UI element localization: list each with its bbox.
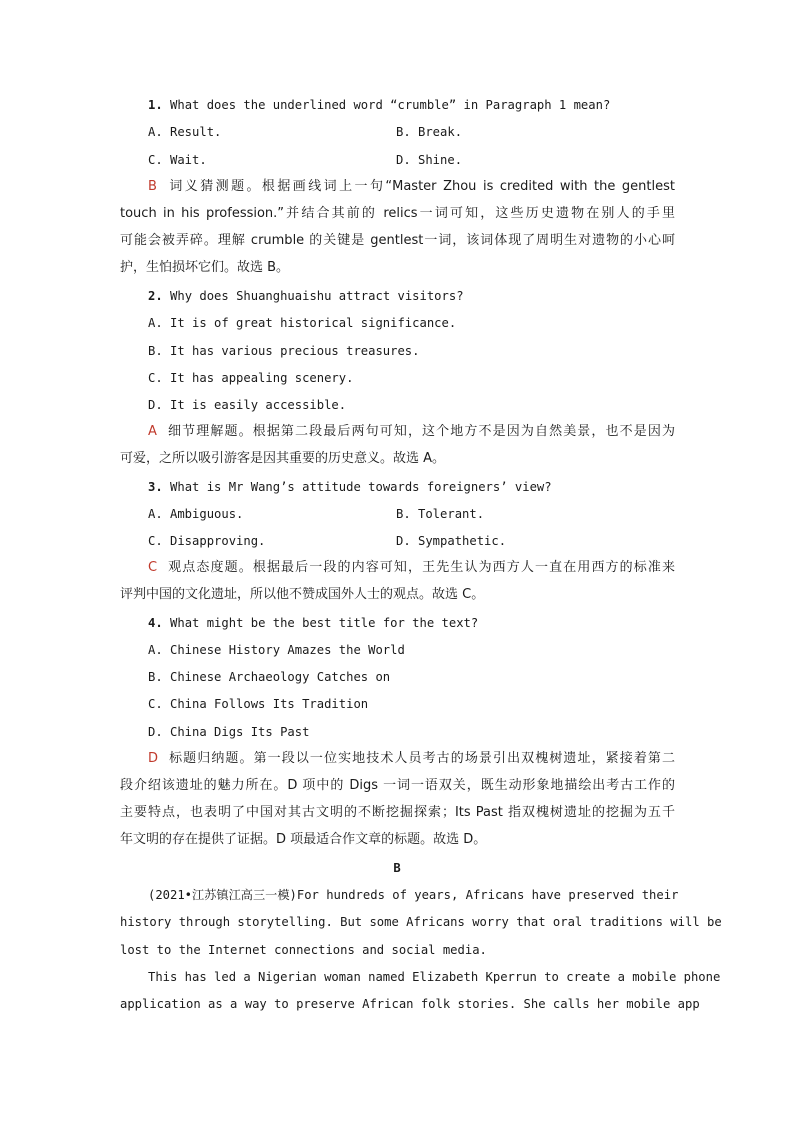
option-b: B. It has various precious treasures. [148, 344, 420, 358]
question-number: 3. [148, 480, 163, 494]
explanation-line: B 词义猜测题。根据画线词上一句“Master Zhou is credited with the gentlest [148, 179, 675, 194]
answer-letter: B [148, 179, 157, 194]
question-1 [148, 97, 610, 113]
explanation-line: D 标题归纳题。第一段以一位实地技术人员考古的场景引出双槐树遗址，紧接着第二 [148, 751, 675, 766]
passage-line: (2021•江苏镇江高三一模)For hundreds of years, Africans have preserved their [148, 888, 679, 902]
option-a: A. Ambiguous. [148, 507, 244, 521]
question-3 [148, 479, 552, 495]
question-4 [148, 615, 478, 631]
option-a: A. Result. [148, 125, 222, 139]
option-c: C. China Follows Its Tradition [148, 697, 369, 711]
explanation-line: 年文明的存在提供了证据。D 项最适合作文章的标题。故选 D。 [120, 832, 487, 847]
question-text: What might be the best title for the text? [170, 616, 479, 630]
question-text: What is Mr Wang’s attitude towards foreigners’ view? [170, 480, 552, 494]
option-b: B. Break. [396, 125, 463, 139]
passage-line: lost to the Internet connections and social media. [120, 943, 487, 957]
question-2 [148, 288, 464, 304]
passage-line: history through storytelling. But some Africans worry that oral traditions will be [120, 915, 722, 929]
explanation-line: 护，生怕损坏它们。故选 B。 [120, 260, 290, 275]
answer-letter: D [148, 751, 159, 766]
explanation-line: 段介绍该遗址的魅力所在。D 项中的 Digs 一词一语双关，既生动形象地描绘出考古工作的 [120, 778, 675, 793]
explanation-line: touch in his profession.”并结合其前的 relics一词可知，这些历史遗物在别人的手里 [120, 206, 675, 221]
option-d: D. China Digs Its Past [148, 725, 310, 739]
question-text: What does the underlined word “crumble” in Paragraph 1 mean? [170, 98, 611, 112]
option-d: D. It is easily accessible. [148, 398, 347, 412]
question-number: 2. [148, 289, 163, 303]
explanation-line: 可爱，之所以吸引游客是因其重要的历史意义。故选 A。 [120, 451, 446, 466]
question-text: Why does Shuanghuaishu attract visitors? [170, 289, 464, 303]
passage-line: application as a way to preserve African folk stories. She calls her mobile app [120, 997, 700, 1011]
option-c: C. Wait. [148, 153, 207, 167]
explanation-line: A 细节理解题。根据第二段最后两句可知，这个地方不是因为自然美景，也不是因为 [148, 424, 675, 439]
option-c: C. Disapproving. [148, 534, 266, 548]
question-number: 4. [148, 616, 163, 630]
option-d: D. Sympathetic. [396, 534, 507, 548]
passage-line: This has led a Nigerian woman named Elizabeth Kperrun to create a mobile phone [148, 970, 721, 984]
option-b: B. Chinese Archaeology Catches on [148, 670, 391, 684]
explanation-line: 评判中国的文化遗址，所以他不赞成国外人士的观点。故选 C。 [120, 587, 485, 602]
answer-letter: C [148, 560, 158, 575]
answer-letter: A [148, 424, 157, 439]
option-d: D. Shine. [396, 153, 463, 167]
option-c: C. It has appealing scenery. [148, 371, 354, 385]
option-b: B. Tolerant. [396, 507, 485, 521]
explanation-line: 可能会被弄碎。理解 crumble 的关键是 gentlest一词，该词体现了周明生对遗物的小心呵 [120, 233, 675, 248]
question-number: 1. [148, 98, 163, 112]
section-heading: B [393, 861, 401, 875]
explanation-line: C 观点态度题。根据最后一段的内容可知，王先生认为西方人一直在用西方的标准来 [148, 560, 675, 575]
option-a: A. It is of great historical significance. [148, 316, 457, 330]
explanation-line: 主要特点，也表明了中国对其古文明的不断挖掘探索；Its Past 指双槐树遗址的挖掘为五千 [120, 805, 675, 820]
option-a: A. Chinese History Amazes the World [148, 643, 405, 657]
